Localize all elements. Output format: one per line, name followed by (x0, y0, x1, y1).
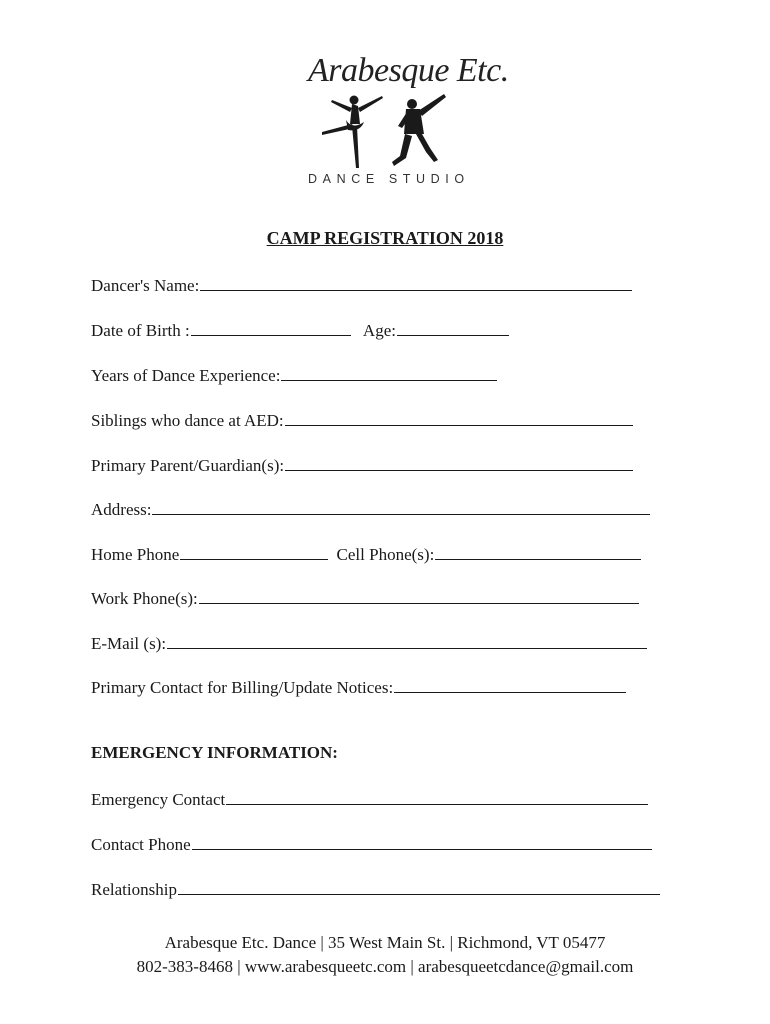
footer-address: Arabesque Etc. Dance | 35 West Main St. | Richmond, VT 05477 (164, 933, 606, 952)
contact-phone-label: Contact Phone (91, 835, 191, 854)
logo-tagline: DANCE STUDIO (308, 172, 470, 186)
cell-phone-field[interactable] (435, 545, 641, 560)
relationship-label: Relationship (91, 880, 177, 899)
dancer-name-label: Dancer's Name: (91, 276, 200, 295)
billing-contact-label: Primary Contact for Billing/Update Notices: (91, 678, 394, 697)
parent-row (91, 456, 633, 476)
work-phone-field[interactable] (199, 589, 639, 604)
studio-logo (290, 52, 509, 192)
dancers-silhouette-icon (312, 90, 462, 172)
dob-label: Date of Birth : (91, 321, 190, 340)
emergency-contact-field[interactable] (226, 790, 648, 805)
home-phone-label: Home Phone (91, 545, 180, 564)
footer-contact: 802-383-8468 | www.arabesqueetc.com | arabesqueetcdance@gmail.com (136, 957, 634, 976)
experience-row (91, 366, 497, 386)
address-label: Address: (91, 500, 152, 519)
siblings-row (91, 411, 633, 431)
experience-field[interactable] (281, 366, 497, 381)
age-label: Age: (362, 321, 396, 340)
parent-label: Primary Parent/Guardian(s): (91, 456, 285, 475)
parent-field[interactable] (285, 456, 633, 471)
age-field[interactable] (397, 321, 509, 336)
emergency-contact-label: Emergency Contact (91, 790, 226, 809)
dob-field[interactable] (191, 321, 351, 336)
siblings-label: Siblings who dance at AED: (91, 411, 284, 430)
address-row (91, 500, 650, 520)
cell-phone-label: Cell Phone(s): (336, 545, 435, 564)
siblings-field[interactable] (285, 411, 633, 426)
contact-phone-field[interactable] (192, 835, 652, 850)
work-phone-row (91, 589, 639, 609)
email-row (91, 634, 647, 654)
emergency-contact-row (91, 790, 648, 810)
billing-contact-field[interactable] (394, 678, 626, 693)
page-title: CAMP REGISTRATION 2018 (266, 228, 504, 248)
emergency-heading: EMERGENCY INFORMATION: (91, 743, 338, 762)
dancer-name-field[interactable] (200, 276, 632, 291)
address-field[interactable] (152, 500, 650, 515)
email-label: E-Mail (s): (91, 634, 167, 653)
logo-script-name: Arabesque Etc. (308, 52, 509, 89)
dob-age-row (91, 321, 509, 341)
billing-contact-row (91, 678, 626, 698)
dancer-name-row (91, 276, 632, 296)
contact-phone-row (91, 835, 652, 855)
relationship-row (91, 880, 660, 900)
email-field[interactable] (167, 634, 647, 649)
relationship-field[interactable] (178, 880, 660, 895)
experience-label: Years of Dance Experience: (91, 366, 281, 385)
work-phone-label: Work Phone(s): (91, 589, 198, 608)
home-phone-field[interactable] (180, 545, 328, 560)
phones-row (91, 545, 641, 565)
